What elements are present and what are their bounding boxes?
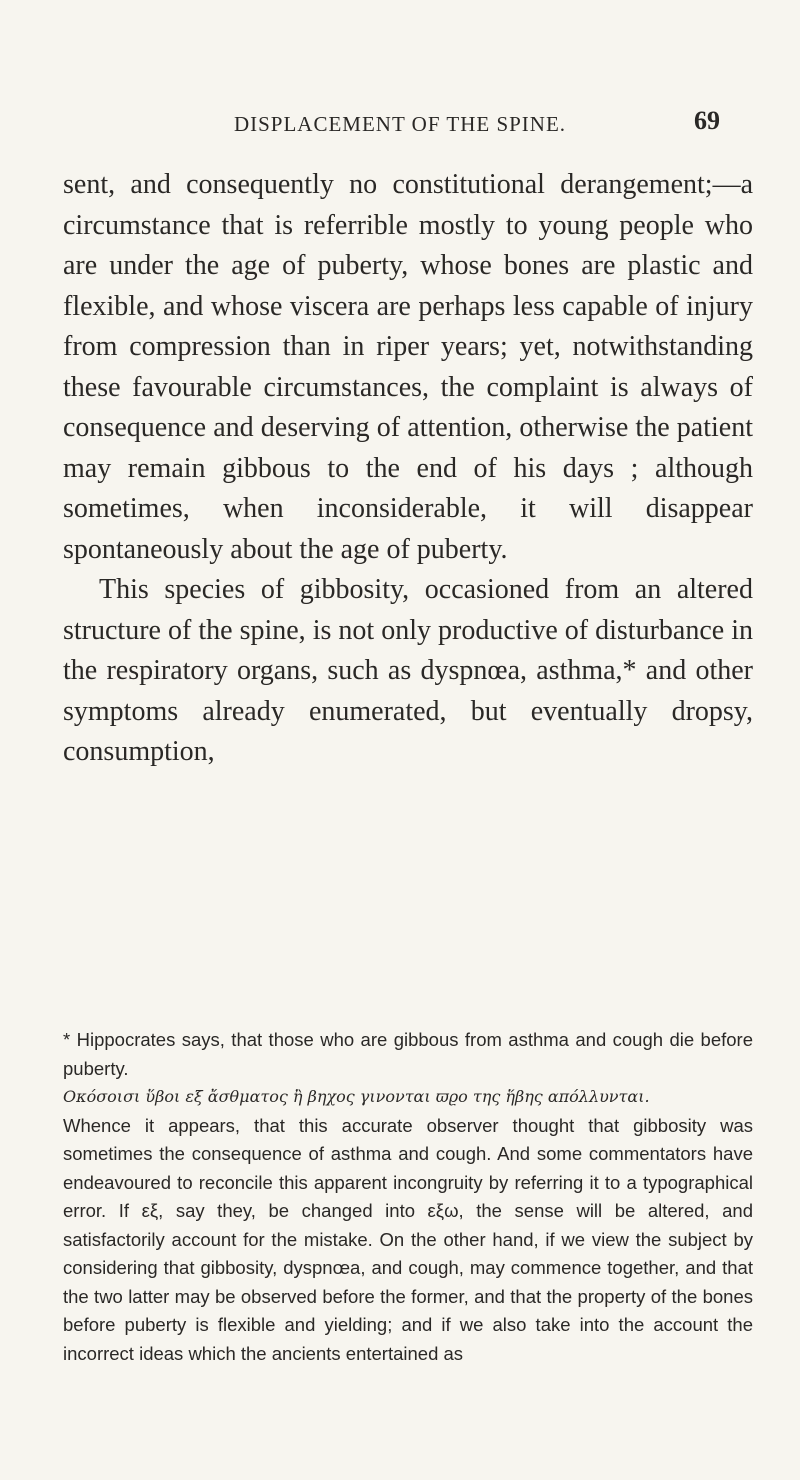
- running-title: DISPLACEMENT OF THE SPINE.: [233, 112, 567, 136]
- paragraph: This species of gibbosity, occasioned from an altered structure of the spine, is not only productive of disturbance in the respiratory organs, such as dyspnœa, asthma,* and other symptoms already enumerated, but eventually dropsy, consumption,: [63, 574, 753, 767]
- footnote: [63, 1026, 753, 1368]
- greek-quotation: Οκόσοισι ὕβοι εξ ἄσθματος ἢ βηχος γινονται ϖϱο της ἥβης απόλλυνται.: [63, 1087, 650, 1106]
- footnote-continuation: Whence it appears, that this accurate observer thought that gibbosity was sometimes the consequence of asthma and cough. And some commentators have endeavoured to reconcile this apparent incongruity by referring it to a typographical error. If εξ, say they, be changed into εξω, the sense will be altered, and satisfactorily account for the mistake. On the other hand, if we view the subject by considering that gibbosity, dyspnœa, and cough, may commence together, and that the two latter may be observed before the former, and that the property of the bones before puberty is flexible and yielding; and if we also take into the account the incorrect ideas which the ancients entertained as: [63, 1114, 753, 1364]
- page-number: 69: [694, 106, 720, 135]
- running-head: [0, 106, 800, 146]
- footnote-intro: * Hippocrates says, that those who are gibbous from asthma and cough die before puberty.: [63, 1029, 753, 1079]
- main-text: [63, 165, 753, 773]
- paragraph: sent, and consequently no constitutional derangement;—a circumstance that is referrible mostly to young people who are under the age of puberty, whose bones are plastic and flexible, and whose viscera are perhaps less capable of injury from compression than in riper years; yet, notwithstanding these favourable circumstances, the complaint is always of consequence and deserving of attention, otherwise the patient may remain gibbous to the end of his days ; although sometimes, when inconsiderable, it will disappear spontaneously about the age of puberty.: [63, 169, 753, 565]
